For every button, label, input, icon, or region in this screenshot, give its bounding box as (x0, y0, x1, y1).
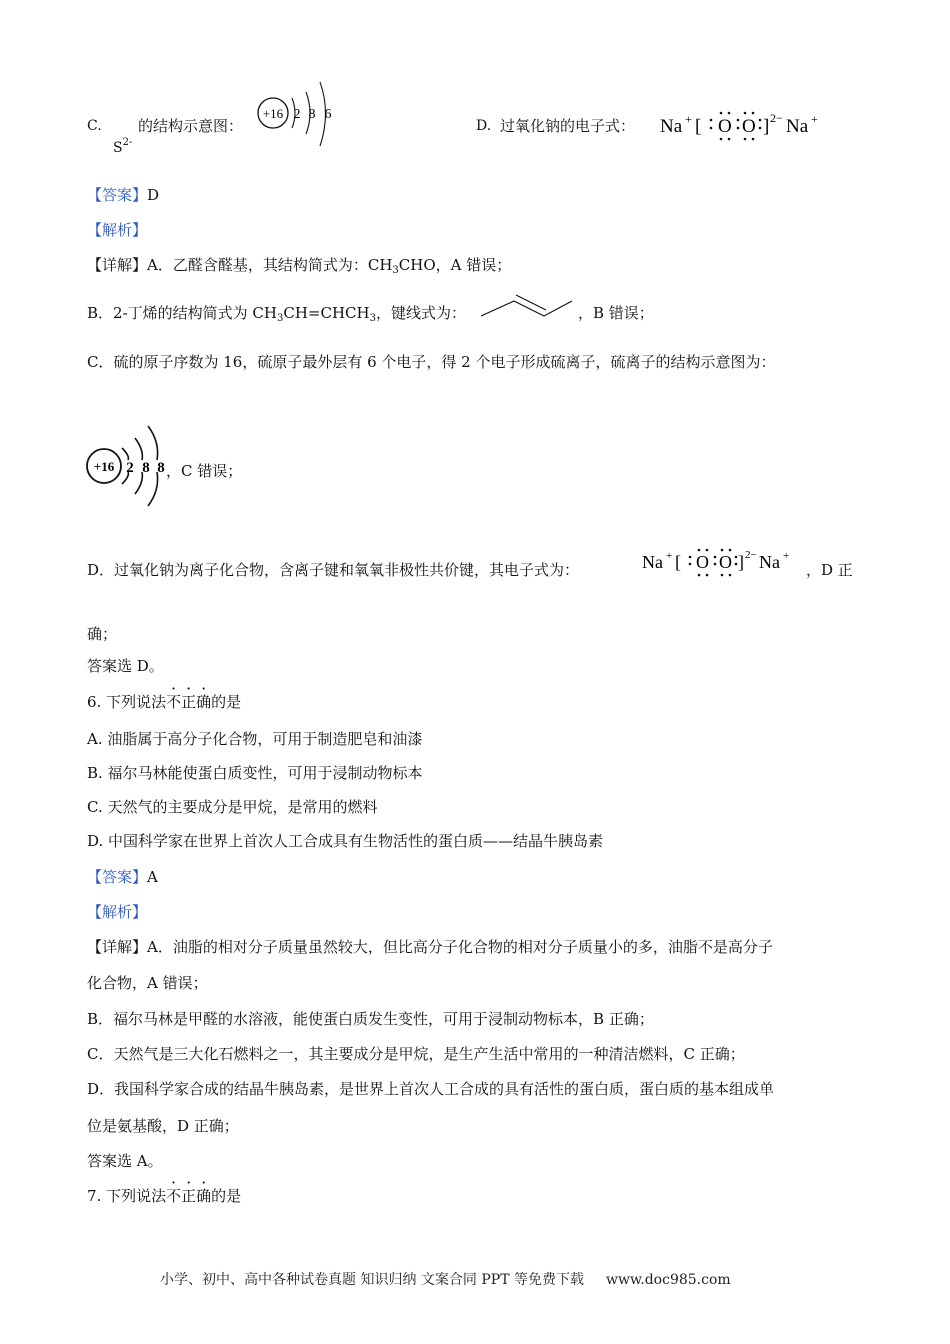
sulfide-ion-symbol (113, 133, 132, 158)
footer-url[interactable]: www.doc985.com (605, 1272, 731, 1288)
peroxide-charge: 2− (770, 111, 783, 125)
detail-b-sub1: 3 (276, 313, 284, 324)
q5-detail-c: C．硫的原子序数为 16，硫原子最外层有 6 个电子，得 2 个电子形成硫离子，硫离子的结构示意图为： (87, 353, 776, 371)
q6-emph-3: 确 (196, 693, 212, 711)
detail-tag: 【详解】 (87, 256, 148, 274)
q7-emph-2: 正 (181, 1187, 197, 1205)
q7-stem (87, 1186, 241, 1206)
answer-tag: 【答案】 (87, 186, 148, 204)
q6-analysis-tag: 【解析】 (87, 903, 148, 921)
q6-detail-b: B．福尔马林是甲醛的水溶液，能使蛋白质发生变性，可用于浸制动物标本，B 正确； (87, 1010, 654, 1028)
q7-stem-pre: 7. 下列说法 (87, 1187, 167, 1205)
shell-arc-a1 (122, 448, 128, 460)
sulfide-ion-diagram (84, 420, 174, 510)
sodium-charge-3: + (666, 550, 673, 562)
ion-charge: 2- (122, 137, 133, 148)
q6-detail-a-2: 化合物，A 错误； (87, 974, 208, 992)
sodium-charge-4: + (783, 550, 790, 562)
q6-answer-value: A (147, 868, 158, 886)
q6-detail-a-text: A．油脂的相对分子质量虽然较大，但比高分子化合物的相对分子质量小的多，油脂不是高分子 (147, 938, 773, 956)
nucleus-charge-2: +16 (93, 459, 115, 474)
q5-detail-c-tail: ，C 错误； (166, 462, 243, 480)
q6-option-b: B. 福尔马林能使蛋白质变性，可用于浸制动物标本 (87, 764, 423, 782)
q6-emph-2: 正 (181, 693, 197, 711)
shell-arc-b1 (135, 438, 142, 460)
q6-answer-tag: 【答案】 (87, 868, 148, 886)
shell-count-a: 2 (126, 460, 134, 476)
option-c-label: C. (87, 118, 102, 134)
q6-option-a: A. 油脂属于高分子化合物，可用于制造肥皂和油漆 (87, 730, 423, 748)
detail-a-sub: 3 (392, 265, 399, 276)
left-bracket-2: [ (675, 552, 681, 572)
q7-stem-post: 的是 (211, 1187, 242, 1205)
q6-detail-c: C．天然气是三大化石燃料之一，其主要成分是甲烷，是生产生活中常用的一种清洁燃料，C 正确； (87, 1045, 745, 1063)
q5-detail-b (87, 303, 466, 329)
oxygen-symbol-4: O (719, 552, 732, 572)
q5-detail-a (87, 255, 511, 281)
shell-count-c: 8 (157, 460, 165, 476)
sodium-symbol: Na (660, 116, 683, 137)
shell-count-1: 2 (293, 107, 301, 122)
q5-detail-d: D．过氧化钠为离子化合物，含离子键和氧氧非极性共价键，其电子式为： (87, 561, 580, 579)
q5-detail-d-wrap: 确； (87, 625, 118, 643)
q6-final-answer: 答案选 A。 (87, 1152, 163, 1170)
q5-answer-line (87, 185, 159, 205)
q7-emph-3: 确 (196, 1187, 212, 1205)
q6-detail-d-1: D．我国科学家合成的结晶牛胰岛素，是世界上首次人工合成的具有活性的蛋白质，蛋白质的基本组成单 (87, 1080, 775, 1098)
q6-emph-1: 不 (166, 693, 182, 711)
q6-detail-tag: 【详解】 (87, 938, 148, 956)
sodium-symbol-3: Na (642, 552, 663, 572)
q6-stem-pre: 6. 下列说法 (87, 693, 167, 711)
peroxide-charge-2: 2− (745, 549, 757, 561)
q5-detail-b-end: ，B 错误； (578, 304, 654, 322)
option-c-text: 的结构示意图： (138, 117, 244, 135)
q6-detail-a-1 (87, 937, 773, 957)
detail-b-mid: CH=CHCH (283, 304, 370, 322)
sulfur-atom-diagram-wrong (256, 76, 346, 156)
sodium-symbol-4: Na (759, 552, 780, 572)
footer-text: 小学、初中、高中各种试卷真题 知识归纳 文案合同 PPT 等免费下载 (160, 1272, 584, 1288)
detail-b-text: B．2-丁烯的结构简式为 CH (87, 304, 277, 322)
right-bracket: ] (763, 116, 770, 137)
q5-analysis-tag: 【解析】 (87, 221, 148, 239)
q5-final-answer: 答案选 D。 (87, 657, 164, 675)
detail-a-text: A．乙醛含醛基，其结构简式为：CH (147, 256, 393, 274)
sodium-charge: + (685, 112, 692, 126)
right-bracket-2: ] (738, 552, 744, 572)
option-d-label: D. (476, 118, 492, 134)
detail-b-tail: ，键线式为： (375, 304, 466, 322)
detail-a-tail: CHO，A 错误； (398, 256, 512, 274)
peroxide-electron-formula (642, 544, 802, 580)
option-d-text: 过氧化钠的电子式： (500, 117, 636, 135)
shell-arc-c1 (148, 426, 158, 460)
shell-count-3: 6 (324, 107, 332, 122)
shell-arc-c2 (148, 472, 158, 506)
detail-b-sub2: 3 (369, 313, 376, 324)
answer-value: D (147, 186, 160, 204)
nucleus-charge: +16 (262, 106, 284, 121)
oxygen-symbol-2: O (742, 116, 756, 137)
shell-arc-b2 (135, 472, 142, 494)
q6-option-d: D. 中国科学家在世界上首次人工合成具有生物活性的蛋白质——结晶牛胰岛素 (87, 832, 604, 850)
q6-stem (87, 692, 241, 712)
peroxide-electron-formula-top (660, 106, 830, 146)
left-bracket: [ (695, 116, 702, 137)
shell-count-2: 8 (308, 107, 316, 122)
q6-answer-line (87, 867, 158, 887)
q7-emph-1: 不 (166, 1187, 182, 1205)
q6-stem-post: 的是 (211, 693, 242, 711)
sodium-symbol-2: Na (786, 116, 809, 137)
shell-count-b: 8 (142, 460, 150, 476)
q5-detail-d-tail: ，D 正 (806, 561, 853, 579)
oxygen-symbol-1: O (718, 116, 732, 137)
q6-detail-d-2: 位是氨基酸，D 正确； (87, 1117, 239, 1135)
q6-option-c: C. 天然气的主要成分是甲烷，是常用的燃料 (87, 798, 378, 816)
oxygen-symbol-3: O (696, 552, 709, 572)
footer (160, 1269, 731, 1289)
ion-letter: S (113, 140, 123, 156)
skeletal-formula-2-butene (478, 290, 574, 322)
sodium-charge-2: + (811, 112, 818, 126)
